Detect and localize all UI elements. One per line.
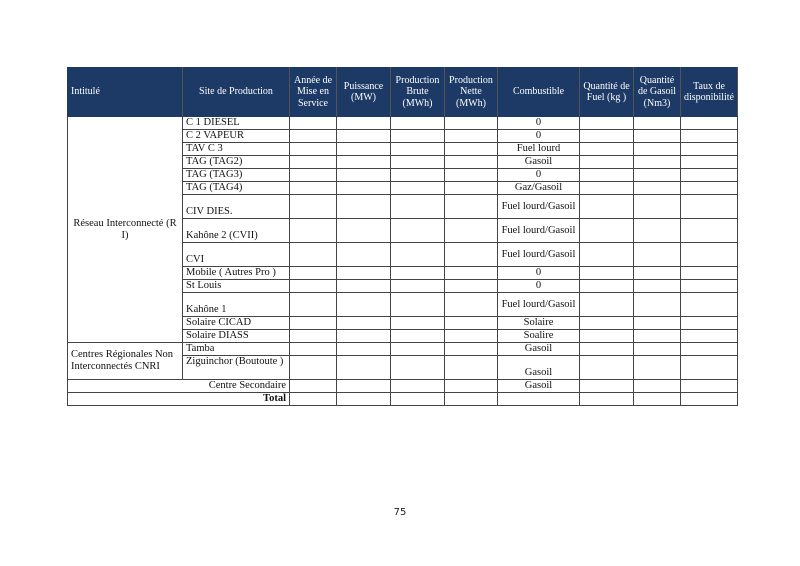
- combustible-cell: Solaire: [498, 317, 580, 330]
- header-taux: Taux de disponibilité: [681, 68, 738, 117]
- site-cell: CVI: [183, 243, 290, 267]
- combustible-cell: Gasoil: [498, 380, 580, 393]
- header-production-brute: Production Brute (MWh): [391, 68, 445, 117]
- header-quantite-gasoil: Quantité de Gasoil (Nm3): [634, 68, 681, 117]
- site-cell: Mobile ( Autres Pro ): [183, 267, 290, 280]
- combustible-cell: 0: [498, 169, 580, 182]
- group-cnri: Centres Régionales Non Interconnectés CNRI: [68, 343, 183, 380]
- combustible-cell: 0: [498, 117, 580, 130]
- combustible-cell: Soalire: [498, 330, 580, 343]
- site-cell: Tamba: [183, 343, 290, 356]
- header-quantite-fuel: Quantité de Fuel (kg ): [580, 68, 634, 117]
- header-puissance: Puissance (MW): [337, 68, 391, 117]
- site-cell: Kahône 2 (CVII): [183, 219, 290, 243]
- site-cell: Solaire CICAD: [183, 317, 290, 330]
- combustible-cell: Gasoil: [498, 356, 580, 380]
- site-cell: C 1 DIESEL: [183, 117, 290, 130]
- table-header-row: [68, 68, 738, 117]
- combustible-cell: Gasoil: [498, 343, 580, 356]
- secondary-row: [68, 380, 738, 393]
- site-cell: TAG (TAG2): [183, 156, 290, 169]
- combustible-cell: Fuel lourd/Gasoil: [498, 219, 580, 243]
- site-cell: C 2 VAPEUR: [183, 130, 290, 143]
- combustible-cell: 0: [498, 130, 580, 143]
- site-cell: TAV C 3: [183, 143, 290, 156]
- total-label: Total: [68, 393, 290, 406]
- combustible-cell: Fuel lourd/Gasoil: [498, 243, 580, 267]
- combustible-cell: Fuel lourd/Gasoil: [498, 293, 580, 317]
- combustible-cell: 0: [498, 280, 580, 293]
- centre-secondaire-label: Centre Secondaire: [68, 380, 290, 393]
- combustible-cell: Gaz/Gasoil: [498, 182, 580, 195]
- site-cell: Kahône 1: [183, 293, 290, 317]
- site-cell: TAG (TAG3): [183, 169, 290, 182]
- site-cell: CIV DIES.: [183, 195, 290, 219]
- header-combustible: Combustible: [498, 68, 580, 117]
- combustible-cell: Fuel lourd: [498, 143, 580, 156]
- site-cell: St Louis: [183, 280, 290, 293]
- header-intitule: Intitulé: [68, 68, 183, 117]
- total-row: [68, 393, 738, 406]
- site-cell: Ziguinchor (Boutoute ): [183, 356, 290, 380]
- page-number: 75: [393, 507, 407, 518]
- combustible-cell: Fuel lourd/Gasoil: [498, 195, 580, 219]
- production-table: [67, 67, 738, 406]
- header-annee: Année de Mise en Service: [290, 68, 337, 117]
- combustible-cell: Gasoil: [498, 156, 580, 169]
- site-cell: Solaire DIASS: [183, 330, 290, 343]
- header-production-nette: Production Nette (MWh): [445, 68, 498, 117]
- combustible-cell: 0: [498, 267, 580, 280]
- header-site: Site de Production: [183, 68, 290, 117]
- table-row: [68, 343, 738, 356]
- group-reseau-interconnecte: Réseau Interconnecté (R I): [68, 117, 183, 343]
- site-cell: TAG (TAG4): [183, 182, 290, 195]
- table-row: [68, 117, 738, 130]
